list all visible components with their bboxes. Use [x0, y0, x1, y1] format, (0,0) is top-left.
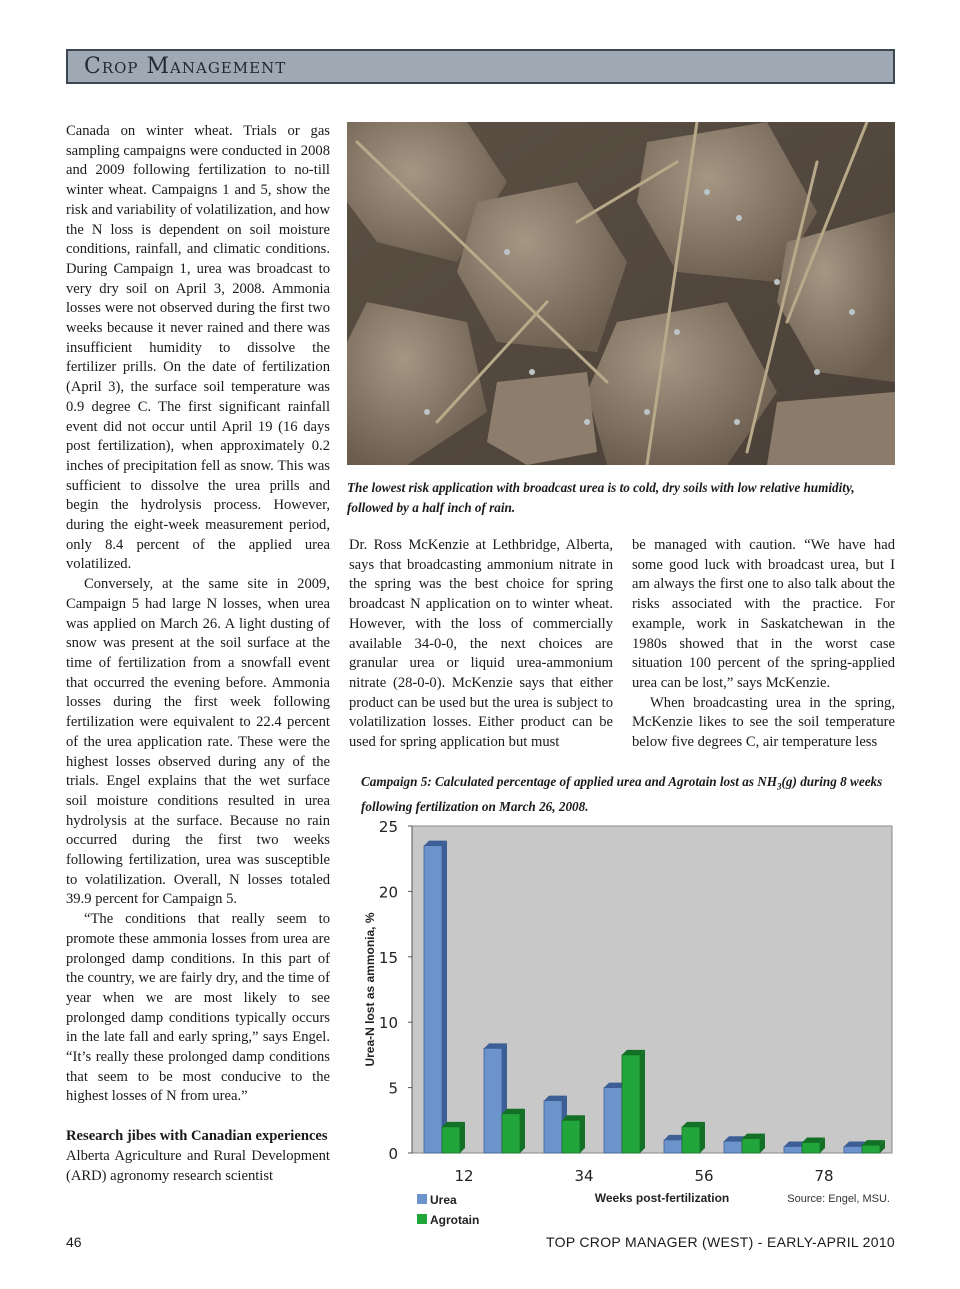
bar-side-urea: [442, 841, 447, 1153]
bar-agrotain: [682, 1127, 700, 1153]
y-tick-label: 20: [378, 883, 398, 902]
bar-urea: [484, 1048, 502, 1153]
bar-agrotain: [562, 1120, 580, 1153]
section-title: Crop Management: [84, 54, 287, 79]
middle-text-column: [349, 536, 613, 753]
bar-agrotain: [442, 1127, 460, 1153]
chart-caption: [361, 772, 895, 817]
bar-urea: [544, 1101, 562, 1153]
page-number: 46: [66, 1234, 82, 1250]
paragraph: be managed with caution. “We have had some good luck with broadcast urea, but I am always the first one to also talk about the risks associated with the practice. For example, work in Saskatchewan in the 1980s showed that in the worst case situation 100 percent of the spring-applied urea can be lost,” says McKenzie.: [632, 537, 895, 691]
section-header-bar: [66, 49, 895, 84]
bar-urea: [424, 846, 442, 1153]
left-text-column: [66, 122, 330, 1186]
y-tick-label: 10: [378, 1014, 398, 1033]
bar-side-agrotain: [580, 1115, 585, 1153]
soil-photo: [347, 122, 895, 465]
y-tick-label: 5: [388, 1079, 398, 1098]
chart-source: Source: Engel, MSU.: [787, 1193, 890, 1205]
legend-swatch-urea: [417, 1194, 427, 1204]
bar-urea: [784, 1146, 802, 1153]
bar-agrotain: [802, 1143, 820, 1153]
bar-side-agrotain: [700, 1122, 705, 1153]
bar-urea: [724, 1141, 742, 1153]
bar-urea: [604, 1088, 622, 1153]
y-tick-label: 25: [378, 818, 398, 836]
bar-agrotain: [502, 1114, 520, 1153]
bar-side-agrotain: [640, 1050, 645, 1153]
paragraph: Alberta Agriculture and Rural Development (ARD) agronomy research scientist: [66, 1147, 330, 1184]
legend-label-urea: Urea: [430, 1193, 457, 1207]
paragraph: When broadcasting urea in the spring, McKenzie likes to see the soil temperature below five degrees C, air temperature less: [632, 694, 895, 751]
right-text-column: [632, 536, 895, 753]
paragraph: Conversely, at the same site in 2009, Campaign 5 had large N losses, when urea was applied on March 26. A light dusting of snow was present at the soil surface at the time of fertilization from a snowfall event that occurred the evening before. Ammonia losses during the first week following fertilization were equivalent to 22.4 percent of the urea application rate. These were the highest losses observed during any of the trials. Engel explains that the wet surface soil moisture conditions resulted in urea hydrolysis at the surface. Because no rain occurred during the first two weeks following fertilization, urea was susceptible to volatilization. Overall, N losses totaled 39.9 percent for Campaign 5.: [66, 576, 330, 908]
legend-swatch-agrotain: [417, 1214, 427, 1224]
bar-urea: [844, 1146, 862, 1153]
legend-label-agrotain: Agrotain: [430, 1213, 480, 1227]
paragraph: Dr. Ross McKenzie at Lethbridge, Alberta, says that broadcasting ammonium nitrate in the spring was the best choice for spring broadcast N application on to winter wheat. However, with the loss of commercially available 34-0-0, the next choices are granular urea or liquid urea-ammonium nitrate (28-0-0). McKenzie says that either product can be used but the urea is subject to volatilization losses. Either product can be used for spring application but must: [349, 537, 613, 751]
paragraph: Canada on winter wheat. Trials or gas sampling campaigns were conducted in 2008 and 2009 following fertilization to no-till winter wheat. Campaigns 1 and 5, show the risk and variability of volatilization, and how the N loss is dependent on soil moisture conditions, rainfall, and climatic conditions. During Campaign 1, urea was broadcast to very dry soil on April 3, 2008. Ammonia losses were not observed during the first two weeks because it never rained and there was insufficient humidity to dissolve the fertilizer prills. On the date of fertilization (April 3), the surface soil temperature was 0.9 degree C. The first significant rainfall event did not occur until April 19 (16 days post fertilization), when approximately 0.2 inches of precipitation fell as snow. This was sufficient to dissolve the urea prills and begin the hydrolysis process. However, during the eight-week measurement period, only 8.4 percent of the applied urea volatilized.: [66, 123, 330, 573]
x-tick-label: 12: [454, 1167, 474, 1185]
chart-caption-subscript: 3: [777, 781, 782, 792]
paragraph: “The conditions that really seem to promote these ammonia losses from urea are prolonged damp conditions. In this part of the country, we are fairly dry, and the time of year when we are most likely to see prolonged damp conditions typically occurs in the late fall and early spring,” says Engel. “It’s really these prolonged damp conditions that seem to be most conducive to the highest losses of N from urea.”: [66, 911, 330, 1105]
y-tick-label: 0: [388, 1145, 398, 1163]
y-tick-label: 15: [378, 948, 398, 967]
x-tick-label: 34: [574, 1167, 594, 1185]
photo-caption: The lowest risk application with broadcast urea is to cold, dry soils with low relative humidity, followed by a half inch of rain.: [347, 480, 855, 515]
publication-footer: TOP CROP MANAGER (WEST) - EARLY-APRIL 2010: [546, 1234, 895, 1250]
bar-agrotain: [742, 1139, 760, 1153]
bar-agrotain: [862, 1145, 880, 1153]
chart-caption-text: Campaign 5: Calculated percentage of applied urea and Agrotain lost as NH: [361, 774, 778, 789]
soil-photo-illustration: [347, 122, 895, 465]
bar-side-agrotain: [460, 1122, 465, 1153]
bar-side-agrotain: [520, 1109, 525, 1153]
x-axis-label: Weeks post-fertilization: [594, 1191, 730, 1205]
chart-caption-text-end: (g) during 8 weeks following fertilization on March 26, 2008.: [361, 774, 883, 814]
x-tick-label: 56: [694, 1167, 714, 1185]
x-tick-label: 78: [814, 1167, 834, 1185]
bar-urea: [664, 1140, 682, 1153]
subheading: Research jibes with Canadian experiences: [66, 1128, 328, 1145]
bar-agrotain: [622, 1055, 640, 1153]
y-axis-label: Urea-N lost as ammonia, %: [363, 912, 377, 1067]
bar-chart: [350, 818, 895, 1233]
